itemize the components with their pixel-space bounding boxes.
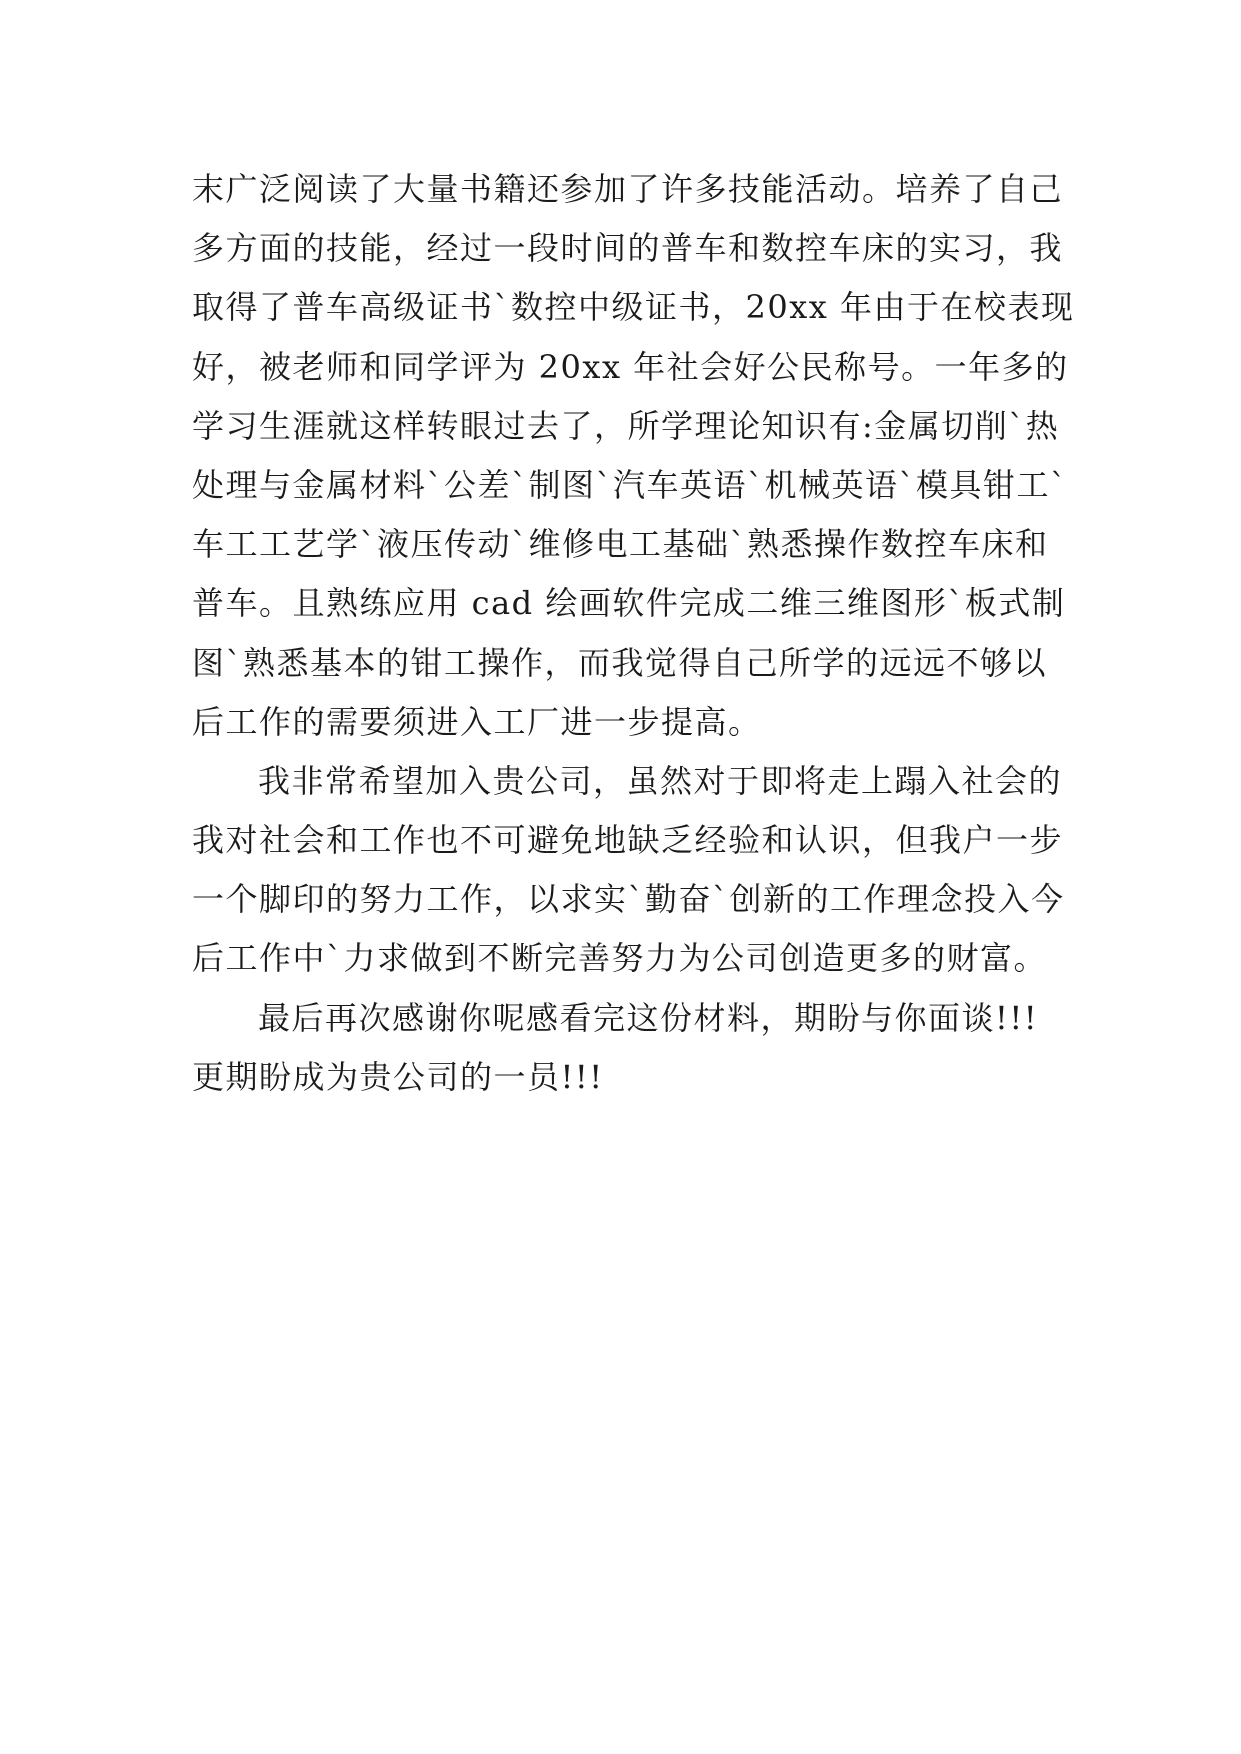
text-line: 一个脚印的努力工作，以求实`勤奋`创新的工作理念投入今 — [192, 880, 1065, 919]
text-line: 处理与金属材料`公差`制图`汽车英语`机械英语`模具钳工` — [192, 465, 1068, 504]
text-line: 后工作的需要须进入工厂进一步提高。 — [192, 702, 762, 741]
text-line: 学习生涯就这样转眼过去了，所学理论知识有:金属切削`热 — [192, 406, 1060, 445]
text-line: 车工工艺学`液压传动`维修电工基础`熟悉操作数控车床和 — [192, 525, 1049, 564]
text-line: 更期盼成为贵公司的一员!!! — [192, 1057, 604, 1096]
paragraph-start-line: 最后再次感谢你呢感看完这份材料，期盼与你面谈!!! — [258, 998, 1039, 1037]
text-line: 取得了普车高级证书`数控中级证书，20xx 年由于在校表现 — [192, 288, 1075, 327]
text-line: 末广泛阅读了大量书籍还参加了许多技能活动。培养了自己 — [192, 170, 1064, 208]
text-line: 图`熟悉基本的钳工操作，而我觉得自己所学的远远不够以 — [192, 643, 1048, 682]
text-line: 后工作中`力求做到不断完善努力为公司创造更多的财富。 — [192, 939, 1048, 978]
text-line: 好，被老师和同学评为 20xx 年社会好公民称号。一年多的 — [192, 347, 1069, 386]
text-line: 普车。且熟练应用 cad 绘画软件完成二维三维图形`板式制 — [192, 584, 1066, 623]
paragraph-start-line: 我非常希望加入贵公司，虽然对于即将走上蹋入社会的 — [258, 761, 1063, 800]
body-text — [192, 160, 1075, 1107]
text-line: 多方面的技能，经过一段时间的普车和数控车床的实习，我 — [192, 229, 1064, 268]
text-line: 我对社会和工作也不可避免地缺乏经验和认识，但我户一步 — [192, 821, 1064, 860]
